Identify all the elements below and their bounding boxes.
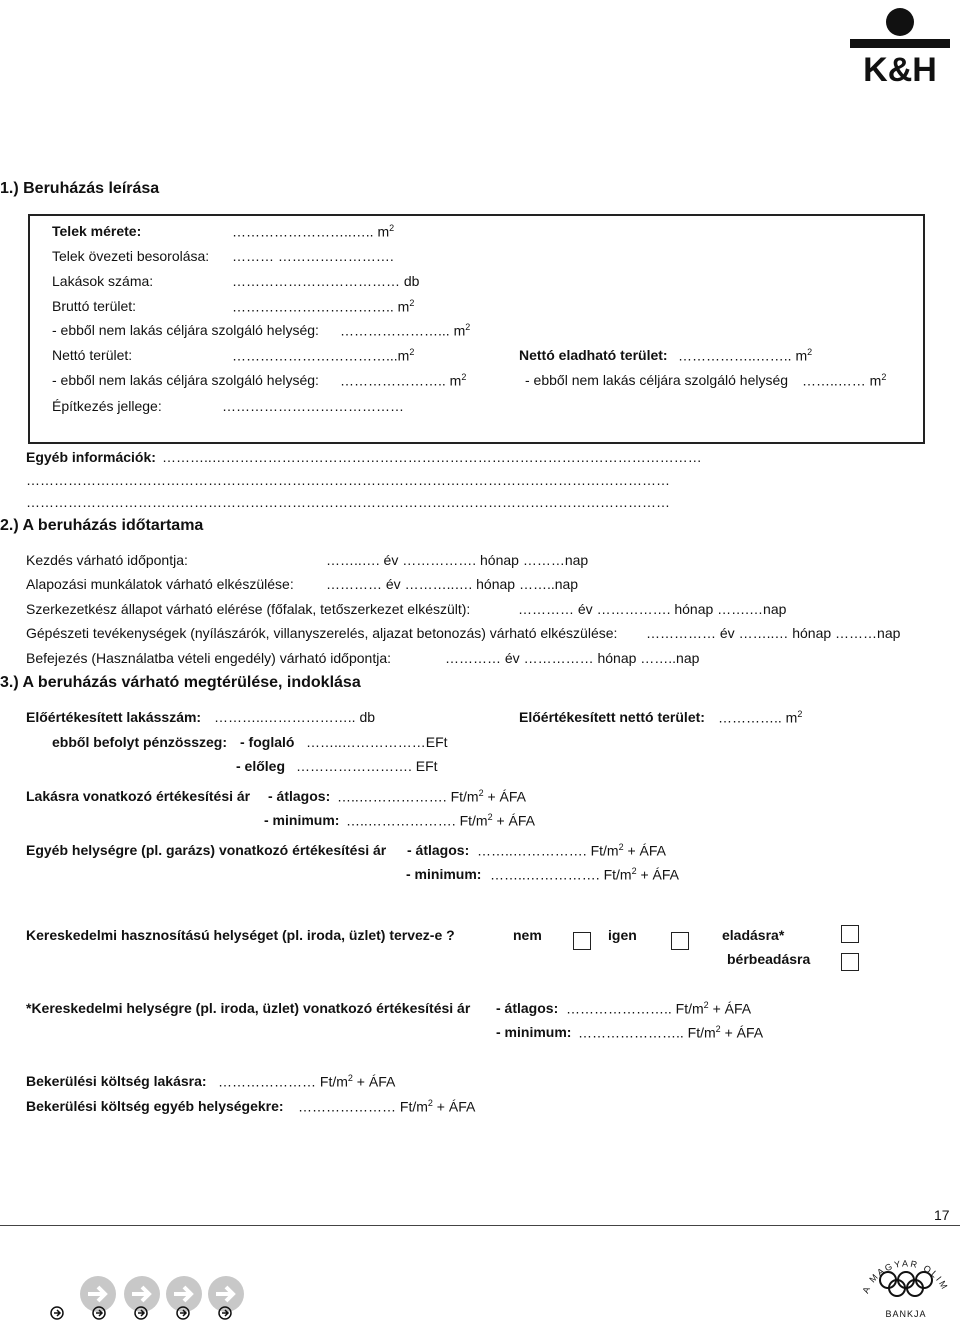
page-number: 17: [934, 1207, 950, 1223]
small-arrow-icon: [92, 1306, 106, 1320]
telek-ovezeti-field[interactable]: ……… …………………….: [232, 248, 394, 264]
lakasra-min-field[interactable]: …..………………. $Ft/m^2$ + ÁFA: [346, 812, 535, 829]
section3-title: 3.) A beruházás várható megtérülése, indoklása: [0, 674, 361, 691]
olympic-team-emblem: [858, 1232, 954, 1320]
section2-title: 2.) A beruházás időtartama: [0, 517, 204, 534]
commercial-question: Kereskedelmi hasznosítású helységet (pl. iroda, üzlet) tervez-e ?: [26, 927, 455, 943]
berbeadasra-label: bérbeadásra: [727, 951, 811, 967]
eloertekesitett-terulet-label: Előértékesített nettó terület:: [519, 709, 705, 725]
ebbol1-field[interactable]: …………………... $m^2$: [340, 322, 471, 339]
footer-divider: [0, 1225, 960, 1226]
telek-merete-label: Telek mérete:: [52, 223, 142, 239]
ebbol1-label: - ebből nem lakás céljára szolgáló helység:: [52, 322, 319, 338]
netto-label: Nettó terület:: [52, 347, 133, 363]
cost-egyeb-label: Bekerülési költség egyéb helységekre:: [26, 1098, 284, 1114]
kezdes-label: Kezdés várható időpontja:: [26, 552, 188, 568]
lakasra-label: Lakásra vonatkozó értékesítési ár: [26, 788, 251, 804]
lakasok-szama-label: Lakások száma:: [52, 273, 154, 289]
cost-egyeb-field[interactable]: ………………… $Ft/m^2$ + ÁFA: [298, 1098, 476, 1115]
befejezes-field[interactable]: ………… év …………… hónap ……..nap: [445, 650, 700, 666]
brutto-label: Bruttó terület:: [52, 298, 137, 314]
telek-merete-field[interactable]: ……………………..….. $m^2$: [232, 223, 395, 240]
section1-title: 1.) Beruházás leírása: [0, 180, 160, 197]
commercial-min-field[interactable]: ………………….. $Ft/m^2$ + ÁFA: [578, 1024, 764, 1041]
lakasra-atlag-label: - átlagos:: [268, 788, 331, 804]
egyeb-helyseg-atlag-field[interactable]: ……..……………. $Ft/m^2$ + ÁFA: [477, 842, 666, 859]
eloleg-label: - előleg: [236, 758, 286, 774]
igen-checkbox[interactable]: [671, 932, 689, 950]
small-arrow-icon: [176, 1306, 190, 1320]
emblem-arc-text: A MAGYAR OLIM: [860, 1258, 951, 1295]
commercial-price-label: *Kereskedelmi helységre (pl. iroda, üzlet) vonatkozó értékesítési ár: [26, 1000, 471, 1016]
cost-lakas-field[interactable]: ………………… $Ft/m^2$ + ÁFA: [218, 1073, 396, 1090]
kezdes-field[interactable]: ……..…. év ……………. hónap ………nap: [326, 552, 589, 568]
alapozas-field[interactable]: ………… év ………..…. hónap ……..nap: [326, 576, 579, 592]
igen-label: igen: [608, 927, 637, 943]
small-arrow-icon: [218, 1306, 232, 1320]
netto-field[interactable]: $\dots\dots\dots\dots\dots\dots\dots\dots\dots\dots\dots...m^2$: [232, 347, 415, 364]
cost-lakas-label: Bekerülési költség lakásra:: [26, 1073, 207, 1089]
eloleg-field[interactable]: ……………………. EFt: [296, 758, 438, 774]
eladasra-label: eladásra*: [722, 927, 785, 943]
egyeb-info-label: Egyéb információk:: [26, 449, 156, 465]
gepeszeti-label: Gépészeti tevékenységek (nyílászárók, villanyszerelés, aljazat betonozás) várható elkészülése:: [26, 625, 618, 641]
small-arrow-icon: [134, 1306, 148, 1320]
small-arrow-icon: [50, 1306, 64, 1320]
egyeb-info-line3[interactable]: …………………………………………………………………………………………………………………………: [26, 494, 670, 510]
lakasra-min-label: - minimum:: [264, 812, 340, 828]
telek-ovezeti-label: Telek övezeti besorolása:: [52, 248, 210, 264]
emblem-bottom-text: BANKJA: [885, 1309, 927, 1319]
commercial-min-label: - minimum:: [496, 1024, 572, 1040]
alapozas-label: Alapozási munkálatok várható elkészülése:: [26, 576, 294, 592]
foglalo-field[interactable]: ……..………………EFt: [306, 734, 448, 750]
lakasra-atlag-field[interactable]: …..………………. $Ft/m^2$ + ÁFA: [337, 788, 526, 805]
egyeb-helyseg-min-field[interactable]: ……..……………. $Ft/m^2$ + ÁFA: [490, 866, 679, 883]
lakasok-szama-field[interactable]: ……………………………… db: [232, 273, 420, 289]
egyeb-helyseg-atlag-label: - átlagos:: [407, 842, 470, 858]
commercial-atlag-label: - átlagos:: [496, 1000, 559, 1016]
szerkezetkesz-field[interactable]: ………… év ……………. hónap …….…nap: [518, 601, 787, 617]
eloertekesitett-terulet-field[interactable]: ………….. $m^2$: [718, 709, 803, 726]
brutto-field[interactable]: …………………………….. $m^2$: [232, 298, 415, 315]
szerkezetkesz-label: Szerkezetkész állapot várható elérése (főfalak, tetőszerkezet elkészült):: [26, 601, 471, 617]
eloertekesitett-lakas-label: Előértékesített lakásszám:: [26, 709, 202, 725]
berbeadasra-checkbox[interactable]: [841, 953, 859, 971]
egyeb-helyseg-label: Egyéb helységre (pl. garázs) vonatkozó értékesítési ár: [26, 842, 387, 858]
egyeb-info-line1[interactable]: ………..……………………………………………………………………………………………: [162, 449, 702, 465]
foglalo-label: - foglaló: [240, 734, 295, 750]
befolyt-label: ebből befolyt pénzösszeg:: [52, 734, 228, 750]
befejezes-label: Befejezés (Használatba vételi engedély) várható időpontja:: [26, 650, 392, 666]
kh-logo: [848, 5, 952, 83]
ebbol2-left-label: - ebből nem lakás céljára szolgáló helység:: [52, 372, 319, 388]
nem-label: nem: [513, 927, 542, 943]
ebbol2-right-field[interactable]: ……..…… $m^2$: [802, 372, 887, 389]
nem-checkbox[interactable]: [573, 932, 591, 950]
epitkezes-label: Építkezés jellege:: [52, 398, 162, 414]
eladasra-checkbox[interactable]: [841, 925, 859, 943]
logo-text: K&H: [863, 51, 937, 83]
commercial-atlag-field[interactable]: ………………….. $Ft/m^2$ + ÁFA: [566, 1000, 752, 1017]
netto-eladhato-label: Nettó eladható terület:: [519, 347, 668, 363]
ebbol2-right-label: - ebből nem lakás céljára szolgáló helység: [525, 372, 789, 388]
netto-eladhato-field[interactable]: ……………..…….. $m^2$: [678, 347, 813, 364]
egyeb-info-line2[interactable]: …………………………………………………………………………………………………………………………: [26, 472, 670, 488]
egyeb-helyseg-min-label: - minimum:: [406, 866, 482, 882]
gepeszeti-field[interactable]: …………… év ……..… hónap ………nap: [646, 625, 901, 641]
epitkezes-field[interactable]: …………………………………: [222, 398, 404, 414]
eloertekesitett-lakas-field[interactable]: ………..……………….. db: [214, 709, 376, 725]
ebbol2-left-field[interactable]: ………………….. $m^2$: [340, 372, 467, 389]
